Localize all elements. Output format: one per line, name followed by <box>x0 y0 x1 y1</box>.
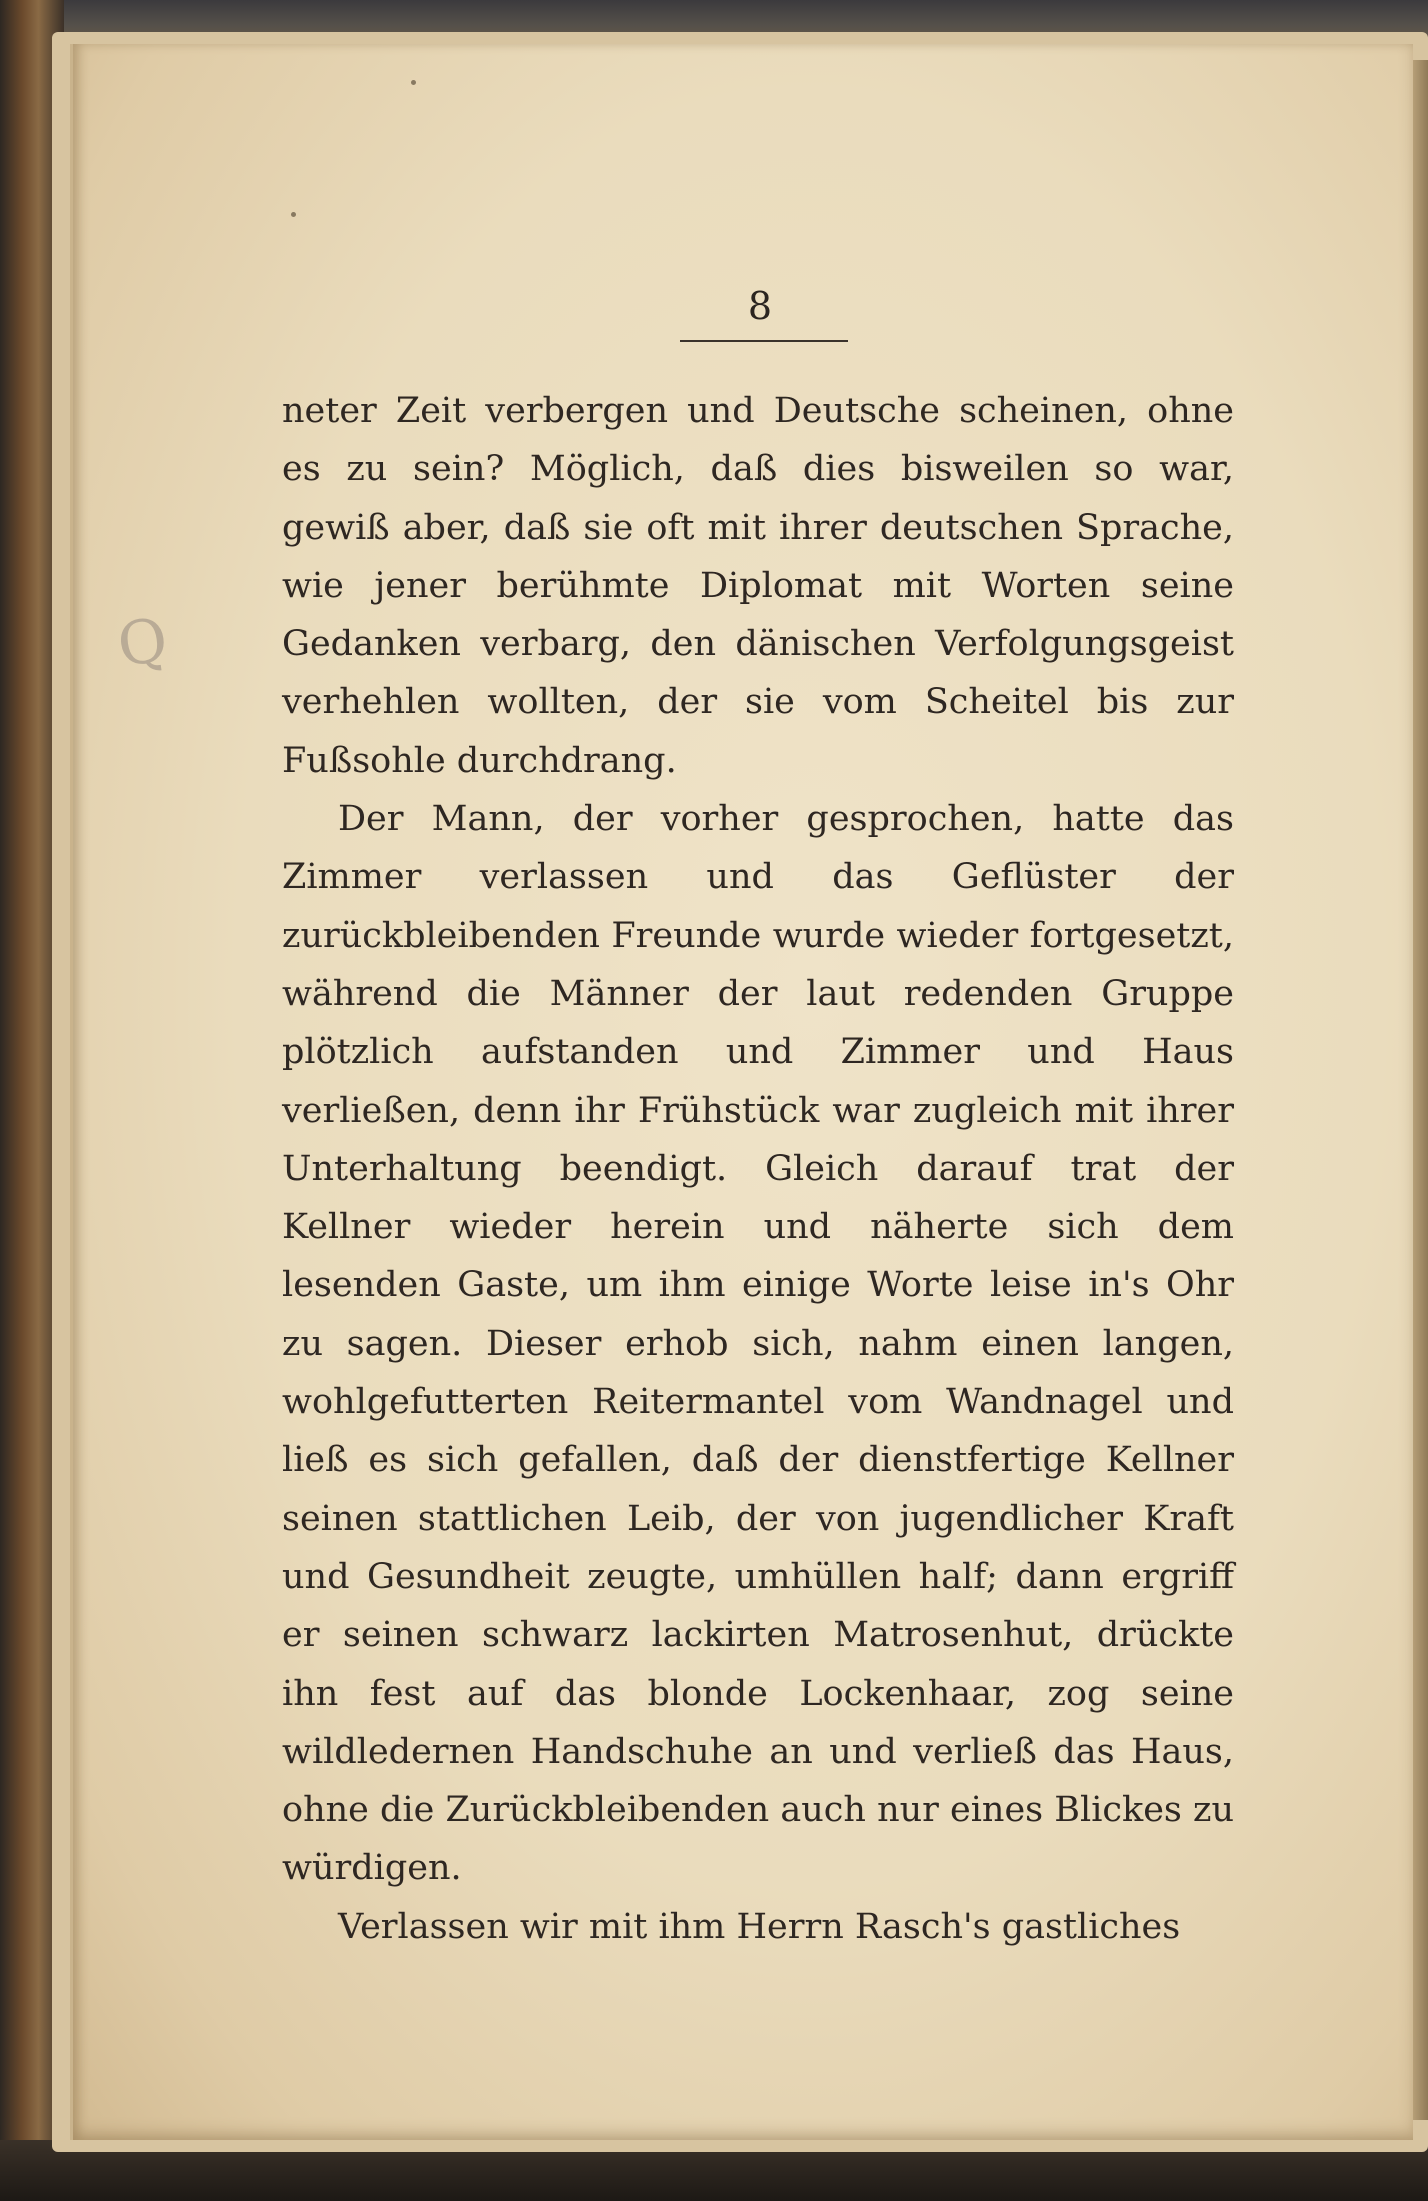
page-number: 8 <box>747 284 773 328</box>
paragraph-continuation: neter Zeit verbergen und Deutsche scheinen, ohne es zu sein? Möglich, daß dies bisweilen so war, gewiß aber, daß sie oft mit ihrer deutschen Sprache, wie jener berühmte Diplomat mit Worten seine Gedanken verbarg, den dänischen Verfolgungsgeist verhehlen wollten, der sie vom Scheitel bis zur Fußsohle durchdrang. <box>282 391 1234 781</box>
pencil-margin-mark: Q <box>113 604 172 682</box>
body-text <box>282 382 1234 1956</box>
paragraph: Der Mann, der vorher gesprochen, hatte das Zimmer verlassen und das Geflüster der zurückbleibenden Freunde wurde wieder fortgesetzt, während die Männer der laut redenden Gruppe plötzlich aufstanden und Zimmer und Haus verließen, denn ihr Frühstück war zugleich mit ihrer Unterhaltung beendigt. Gleich darauf trat der Kellner wieder herein und näherte sich dem lesenden Gaste, um ihm einige Worte leise in's Ohr zu sagen. Dieser erhob sich, nahm einen langen, wohlgefutterten Reitermantel vom Wandnagel und ließ es sich gefallen, daß der dienstfertige Kellner seinen stattlichen Leib, der von jugendlicher Kraft und Gesundheit zeugte, umhüllen half; dann ergriff er seinen schwarz lackirten Matrosenhut, drückte ihn fest auf das blonde Lockenhaar, zog seine wildledernen Handschuhe an und verließ das Haus, ohne die Zurückbleibenden auch nur eines Blickes zu würdigen. <box>282 799 1234 1889</box>
paper-speck <box>291 212 296 217</box>
page-number-rule <box>680 340 848 342</box>
paragraph: Verlassen wir mit ihm Herrn Rasch's gastliches <box>338 1906 1181 1947</box>
paper-speck <box>411 80 416 85</box>
